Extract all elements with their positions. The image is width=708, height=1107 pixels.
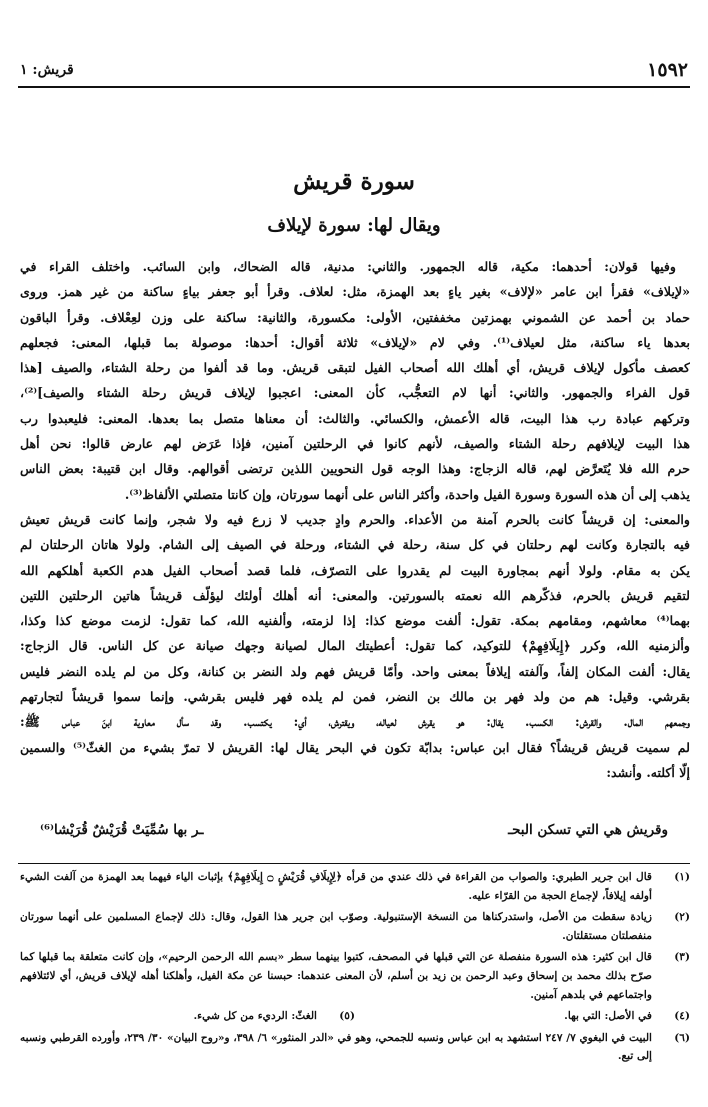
footnote-number: (١) xyxy=(674,871,690,883)
footnote xyxy=(20,948,690,1004)
footnote xyxy=(20,908,690,945)
surah-subtitle: ويقال لها: سورة لإيلاف xyxy=(267,215,441,236)
footnote-text: في الأصل: التي بها. xyxy=(564,1010,652,1023)
page-number: ١٥٩٢ xyxy=(647,59,688,81)
body-line: هذا البيت لإيلافهم رحلة الشتاء والصيف، لأنهم كانوا في الرحلتين آمنين، فإذا عَرَض لهم عارض قالوا: نحن أهل xyxy=(20,436,690,452)
body-line: حماد بن أحمد عن الشموني بهمزتين مخففتين، الأولى: مكسورة، والثانية: ساكنة على وزن لعِعْلاف. وقرأ الباقون xyxy=(20,309,690,325)
surah-title: سورة قريش xyxy=(293,168,415,195)
footnote-rule xyxy=(18,863,690,864)
body-line: بقرشي. وقيل: هم من ولد فهر بن مالك بن النضر، فمن لم يلده فهر فليس بقرشي. وإنما سموا قريشاً لتجارتهم xyxy=(20,689,690,705)
body-line: والمعنى: إن قريشاً كانت بالحرم آمنة من الأعداء. والحرم وادٍ جديب لا زرع فيه ولا شجر، وإنما كانت قريش تعيش xyxy=(20,511,690,527)
footnote-text: قال ابن كثير: هذه السورة منفصلة عن التي قبلها في المصحف، كتبوا بينهما سطر «بسم الله الرحمن الرحيم»، وإن كانت متعلقة بما قبلها كما صرّح بذلك محمد بن إسحاق وعبد الرحمن بن زيد بن أسلم، لأن المعنى عندهما: حبسنا عن مكة الفيل، وأهلكنا أهله لإيلاف قريش، أي لائتلافهم واجتماعهم في بلدهم آمنين. xyxy=(20,951,652,1001)
footnote-number: (٣) xyxy=(674,951,690,964)
footnote-number: (٤) xyxy=(674,1010,690,1023)
body-line: قول الفراء والجمهور. والثاني: أنها لام التعجُّب، كأن المعنى: اعجبوا لإيلاف قريش رحلة الشتاء والصيف]⁽²⁾، xyxy=(20,385,690,401)
header-rule xyxy=(18,86,690,88)
body-line: إلّا أكلته. وأنشد: xyxy=(606,764,690,780)
body-line: بعدها ياء ساكنة، مثل لعيلاف⁽¹⁾. وفي لام «لإيلاف» ثلاثة أقوال: أحدها: موصولة بما قبلها، المعنى: فجعلهم xyxy=(20,334,690,350)
footnote-text: البيت في البغوي ٧/ ٢٤٧ استشهد به ابن عباس ونسبه للجمحي، وهو في «الدر المنثور» ٦/ ٣٩٨، و«روح البيان» ٣٠/ ٢٣٩، وأورده القرطبي ونسبه إلى تبع. xyxy=(19,1031,652,1063)
footnote-number: (٥) xyxy=(339,1010,355,1023)
footnote-pair xyxy=(20,1007,690,1026)
body-line: حرم الله فلا يُتَعرَّض لهم، قاله الزجاج: وهذا الوجه قول النحويين اللذين ترتضى أقوالهم. وقال ابن قتيبة: بعض الناس xyxy=(20,461,690,477)
body-line: لتقيم قريش بالحرم، فذكّرهم الله نعمته بالسورتين. والمعنى: أنه أهلك أولئك ليؤلّف قريشاً هاتين الرحلتين اللتين xyxy=(20,587,690,603)
footnotes xyxy=(20,868,690,1069)
footnote-number: (٦) xyxy=(674,1031,690,1044)
running-title: قريش: ١ xyxy=(20,62,74,78)
body-line: يقال: ألفت المكان إلفاً، وآلفته إيلافاً بمعنى واحد. وأمّا قريش فهم ولد النضر بن كنانة، وكل من لم يلده النضر فليس xyxy=(20,663,690,679)
footnote-number: (٢) xyxy=(674,911,690,924)
poem-verse xyxy=(40,822,668,846)
body-line: فيه بالتجارة وكانت لهم رحلتان في كل سنة، رحلة في الشتاء، ورحلة في الصيف إلى الشام. ولولا هاتان الرحلتان لم xyxy=(20,537,690,553)
poem-hemistich-1: وقريش هي التي تسكن البحـ xyxy=(508,822,668,838)
body-line: بهما⁽⁴⁾ معاشهم، ومقامهم بمكة. تقول: ألفت موضع كذا: إذا لزمته، وألفنيه الله، كما تقول: لزمت موضع كذا وكذا، xyxy=(20,613,690,629)
poem-hemistich-2: ـر بها سُمِّيَتْ قُرَيْشٌ قُرَيْشا⁽⁶⁾ xyxy=(40,822,204,838)
body-line: وجمعهم المال. والقرش: الكسب. يقال: هو يقرش لعياله، ويقترش، أي: يكتسب. وقد سأل معاوية ابنَ عباس ﷺ: xyxy=(20,714,690,730)
footnote xyxy=(20,868,690,905)
footnote-text: الغثّ: الرديء من كل شيء. xyxy=(193,1010,317,1023)
body-line: يكن به مقام. ولولا أنهم بمجاورة البيت لم يقدروا على التصرّف، فلما قصد أصحاب الفيل هدم الكعبة أهلكهم الله xyxy=(20,562,690,578)
body-line: وفيها قولان: أحدهما: مكية، قاله الجمهور. والثاني: مدنية، قاله الضحاك، وابن السائب. واختلف القراء في xyxy=(20,259,676,274)
body-line: يذهب إلى أن هذه السورة وسورة الفيل واحدة، وأكثر الناس على أنهما سورتان، وإن كانتا متصلتي الألفاظ⁽³⁾. xyxy=(124,486,690,502)
footnote-text: قال ابن جرير الطبري: والصواب من القراءة في ذلك عندي من قرأه ﴿لِإِيلَافِ قُرَيْشٍ ۝ إِيلَافِهِمْ﴾ بإثبات الياء فيهما بعد الهمزة من آلفت الشيء أولفه إيلافاً، لإجماع الحجة من القرّاء عليه. xyxy=(20,871,652,902)
body-line: وألزمنيه الله، وكرر ﴿إِيلَافِهِمْ﴾ للتوكيد، كما تقول: أعطيتك المال لصيانة وجهك صيانة عن كل الناس. قال الزجاج: xyxy=(20,638,690,654)
footnote xyxy=(20,1029,690,1066)
body-line: لم سميت قريش قريشاً؟ فقال ابن عباس: بدابّة تكون في البحر يقال لها: القريش لا تمرّ بشيء من الغثّ⁽⁵⁾ والسمين xyxy=(20,739,690,755)
commentary-body xyxy=(20,254,690,785)
body-line: «لإيلاف» فقرأ ابن عامر «لإلاف» بغير ياءٍ بعد الهمزة، مثل: لعلاف. وقرأ أبو جعفر بياءٍ ساكنة من غير همز. وروى xyxy=(20,284,690,300)
page-header xyxy=(20,58,688,82)
body-line: كعصف مأكول لإيلاف قريش، أي أهلك الله أصحاب الفيل لتبقى قريش. وما قد ألفوا من رحلة الشتاء، والصيف [هذا xyxy=(20,360,690,376)
body-line: وتركهم عبادة رب هذا البيت، قاله الأعمش، والكسائي. والثالث: أن معناها متصل بما بعدها. المعنى: فليعبدوا رب xyxy=(20,410,690,426)
footnote-text: زيادة سقطت من الأصل، واستدركناها من النسخة الإستنبولية. وصوّب ابن جرير هذا القول، وقال: ذلك لإجماع المسلمين على أنهما سورتان منفصلتان مستقلتان. xyxy=(20,911,652,942)
